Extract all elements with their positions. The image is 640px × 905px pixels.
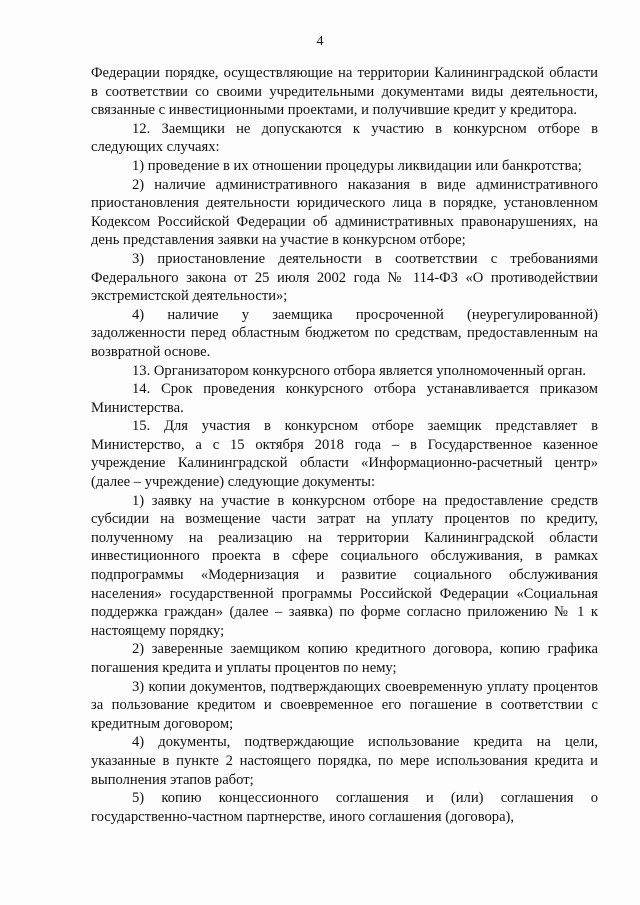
paragraph-item-15-5: 5) копию концессионного соглашения и (или) соглашения о государственно-частном партнерстве, иного соглашения (договора), <box>91 790 598 825</box>
paragraph-item-14: 14. Срок проведения конкурсного отбора устанавливается приказом Министерства. <box>91 381 598 416</box>
paragraph-item-15: 15. Для участия в конкурсном отборе заемщик представляет в Министерство, а с 15 октября 2018 года – в Государственное казенное учреждение Калининградской области «Информационно-расчетный центр» (далее – учреждение) следующие документы: <box>91 418 598 491</box>
paragraph-item-13: 13. Организатором конкурсного отбора является уполномоченный орган. <box>132 362 587 379</box>
page-number: 4 <box>316 34 324 49</box>
paragraph-item-12-1: 1) проведение в их отношении процедуры ликвидации или банкротства; <box>132 157 582 174</box>
paragraph-item-12: 12. Заемщики не допускаются к участию в конкурсном отборе в следующих случаях: <box>91 120 598 156</box>
paragraph-item-15-4: 4) документы, подтверждающие использование кредита на цели, указанные в пункте 2 настоящего порядка, по мере использования кредита и выполнения этапов работ; <box>91 734 598 788</box>
paragraph-item-15-1: 1) заявку на участие в конкурсном отборе на предоставление средств субсидии на возмещение части затрат на уплату процентов по кредиту, полученному на реализацию на территории Калининградской области инвестиционного проекта в сфере социального обслуживания, в рамках подпрограммы «Модернизация и развитие социального обслуживания населения» государственной программы Российской Федерации «Социальная поддержка граждан» (далее – заявка) по форме согласно приложению № 1 к настоящему порядку; <box>91 492 598 639</box>
paragraph-item-12-2: 2) наличие административного наказания в виде административного приостановления деятельности юридического лица в порядке, установленном Кодексом Российской Федерации об административных правонарушениях, на день представления заявки на участие в конкурсном отборе; <box>91 176 598 249</box>
paragraph-item-12-4: 4) наличие у заемщика просроченной (неурегулированной) задолженности перед областным бюджетом по средствам, предоставленным на возвратной основе. <box>91 306 598 360</box>
document-body <box>91 64 598 826</box>
paragraph-item-15-3: 3) копии документов, подтверждающих своевременную уплату процентов за пользование кредитом и своевременное его погашение в соответствии с кредитным договором; <box>91 678 598 732</box>
paragraph-item-15-2: 2) заверенные заемщиком копию кредитного договора, копию графика погашения кредита и уплаты процентов по нему; <box>91 641 598 676</box>
paragraph-item-12-3: 3) приостановление деятельности в соответствии с требованиями Федерального закона от 25 июля 2002 года № 114-ФЗ «О противодействии экстремистской деятельности»; <box>91 250 598 305</box>
paragraph-continuation: Федерации порядке, осуществляющие на территории Калининградской области в соответствии со своими учредительными документами виды деятельности, связанные с инвестиционными проектами, и получившие кредит у кредитора. <box>91 65 598 119</box>
